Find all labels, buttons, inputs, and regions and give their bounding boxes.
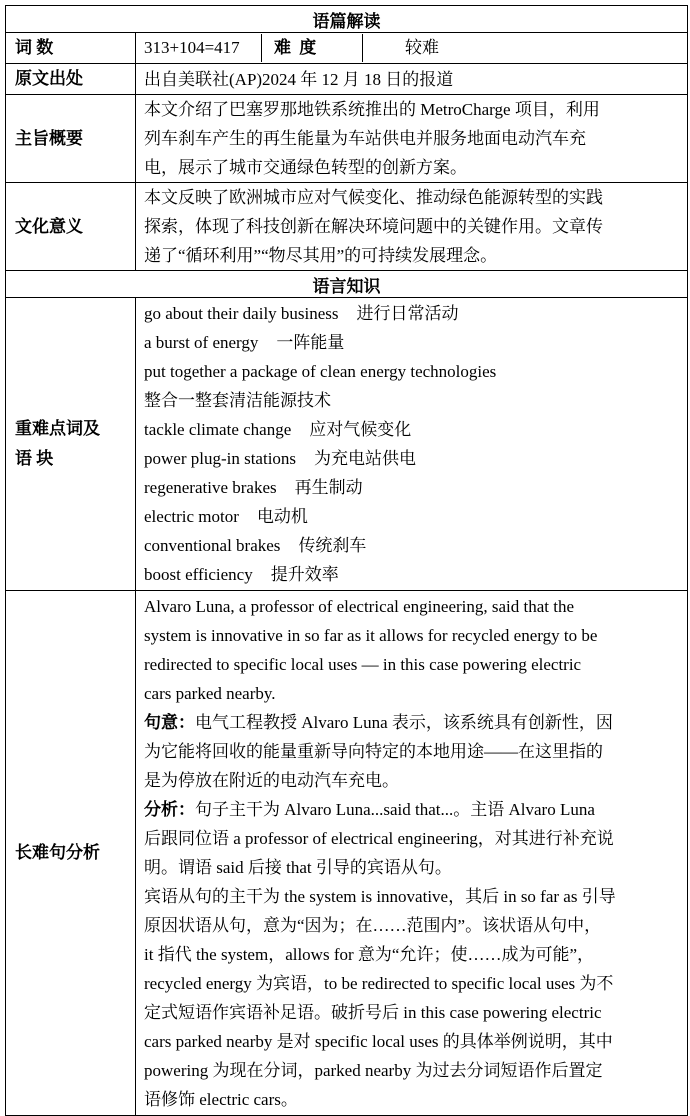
- main-idea-line: 电，展示了城市交通绿色转型的创新方案。: [144, 158, 467, 177]
- source-value: 出自美联社(AP)2024 年 12 月 18 日的报道: [136, 64, 688, 95]
- language-header: 语言知识: [6, 271, 688, 298]
- detail-line: 定式短语作宾语补足语。破折号后 in this case powering electric: [144, 1003, 602, 1022]
- detail-line: 宾语从句的主干为 the system is innovative，其后 in so far as 引导: [144, 887, 616, 906]
- culture-row: [6, 183, 688, 271]
- culture-line: 探索，体现了科技创新在解决环境问题中的关键作用。文章传: [144, 217, 603, 236]
- meaning-line: 为它能将回收的能量重新导向特定的本地用途——在这里指的: [144, 742, 603, 761]
- analysis-text: 句子主干为 Alvaro Luna...said that...。主语 Alvaro Luna: [195, 800, 595, 819]
- wordcount-label: 词 数: [6, 33, 136, 64]
- stats-row: [6, 33, 688, 64]
- source-label: 原文出处: [6, 64, 136, 95]
- phrase-item: [144, 415, 679, 444]
- phrase-zh: 提升效率: [270, 565, 339, 584]
- phrase-en: conventional brakes: [144, 536, 281, 555]
- phrase-zh: 进行日常活动: [356, 304, 459, 323]
- analysis-row: [6, 591, 688, 1116]
- culture-text: [136, 183, 688, 271]
- language-header-row: [6, 271, 688, 298]
- analysis-body: [136, 591, 688, 1116]
- phrase-item: [144, 357, 679, 386]
- phrase-en: tackle climate change: [144, 420, 292, 439]
- stats-cell: [136, 33, 688, 64]
- analysis-label: 长难句分析: [6, 591, 136, 1116]
- phrases-label: [6, 298, 136, 591]
- sentence-line: cars parked nearby.: [144, 684, 276, 703]
- meaning-line: [144, 708, 679, 737]
- phrase-en: go about their daily business: [144, 304, 339, 323]
- phrase-zh: 再生制动: [294, 478, 363, 497]
- sentence-line: Alvaro Luna, a professor of electrical engineering, said that the: [144, 597, 575, 616]
- main-idea-line: 列车刹车产生的再生能量为车站供电并服务地面电动汽车充: [144, 129, 586, 148]
- phrases-label-line: 语 块: [15, 449, 54, 468]
- phrase-zh: 整合一整套清洁能源技术: [144, 391, 331, 410]
- title-row: [6, 6, 688, 33]
- main-idea-text: [136, 95, 688, 183]
- analysis-line: [144, 795, 679, 824]
- detail-line: powering 为现在分词，parked nearby 为过去分词短语作后置定: [144, 1061, 603, 1080]
- detail-line: cars parked nearby 是对 specific local uses 的具体举例说明，其中: [144, 1032, 613, 1051]
- phrase-zh: 电动机: [256, 507, 308, 526]
- analysis-table: [5, 5, 688, 1116]
- detail-line: 原因状语从句，意为“因为；在……范围内”。该状语从句中，: [144, 916, 602, 935]
- main-idea-row: [6, 95, 688, 183]
- phrase-zh: 一阵能量: [276, 333, 345, 352]
- phrase-item: [144, 531, 679, 560]
- analysis-line: 明。谓语 said 后接 that 引导的宾语从句。: [144, 858, 452, 877]
- culture-label: 文化意义: [6, 183, 136, 271]
- culture-line: 递了“循环利用”“物尽其用”的可持续发展理念。: [144, 246, 498, 265]
- phrase-en: boost efficiency: [144, 565, 253, 584]
- phrases-row: [6, 298, 688, 591]
- phrase-item: [144, 473, 679, 502]
- phrases-list: [136, 298, 688, 591]
- source-row: [6, 64, 688, 95]
- difficulty-value: 较难: [405, 38, 439, 57]
- phrase-zh: 应对气候变化: [309, 420, 412, 439]
- culture-line: 本文反映了欧洲城市应对气候变化、推动绿色能源转型的实践: [144, 188, 603, 207]
- phrases-label-line: 重难点词及: [15, 419, 100, 438]
- phrase-zh: 传统刹车: [298, 536, 367, 555]
- meaning-text: 电气工程教授 Alvaro Luna 表示，该系统具有创新性，因: [195, 713, 613, 732]
- meaning-tag: 句意：: [144, 713, 195, 732]
- detail-line: 语修饰 electric cars。: [144, 1090, 298, 1109]
- phrase-en: regenerative brakes: [144, 478, 277, 497]
- detail-line: it 指代 the system，allows for 意为“允许；使……成为可能”，: [144, 945, 594, 964]
- table-title: 语篇解读: [6, 6, 688, 33]
- analysis-line: 后跟同位语 a professor of electrical engineering，对其进行补充说: [144, 829, 614, 848]
- sentence-line: redirected to specific local uses — in this case powering electric: [144, 655, 582, 674]
- phrase-en: electric motor: [144, 507, 239, 526]
- meaning-line: 是为停放在附近的电动汽车充电。: [144, 771, 399, 790]
- wordcount-value: 313+104=417: [136, 34, 262, 62]
- phrase-item: [144, 328, 679, 357]
- phrase-item: [144, 502, 679, 531]
- detail-line: recycled energy 为宾语，to be redirected to specific local uses 为不: [144, 974, 614, 993]
- difficulty-label: 难 度: [262, 34, 363, 62]
- phrase-item: [144, 444, 679, 473]
- phrase-en: put together a package of clean energy technologies: [144, 362, 497, 381]
- phrase-item: [144, 299, 679, 328]
- phrase-item: [144, 386, 679, 415]
- main-idea-line: 本文介绍了巴塞罗那地铁系统推出的 MetroCharge 项目，利用: [144, 100, 600, 119]
- main-idea-label: 主旨概要: [6, 95, 136, 183]
- phrase-item: [144, 560, 679, 589]
- sentence-line: system is innovative in so far as it allows for recycled energy to be: [144, 626, 598, 645]
- phrase-zh: 为充电站供电: [314, 449, 417, 468]
- analysis-tag: 分析：: [144, 800, 195, 819]
- phrase-en: power plug-in stations: [144, 449, 297, 468]
- phrase-en: a burst of energy: [144, 333, 259, 352]
